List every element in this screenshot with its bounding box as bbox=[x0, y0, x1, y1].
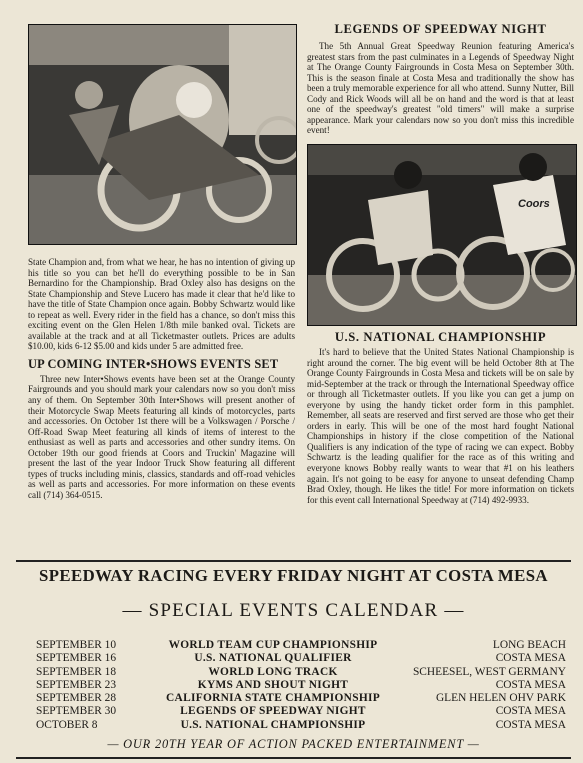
race-photo-left-image bbox=[29, 25, 296, 244]
event-location: COSTA MESA bbox=[495, 678, 566, 691]
calendar-footer: — OUR 20TH YEAR OF ACTION PACKED ENTERTAINMENT — bbox=[107, 737, 480, 751]
calendar-row bbox=[36, 705, 566, 718]
legends-heading: LEGENDS OF SPEEDWAY NIGHT bbox=[334, 22, 547, 36]
calendar-rows bbox=[36, 639, 566, 732]
event-name: CALIFORNIA STATE CHAMPIONSHIP bbox=[166, 692, 380, 705]
event-name: WORLD LONG TRACK bbox=[208, 665, 338, 678]
calendar-banner: SPEEDWAY RACING EVERY FRIDAY NIGHT AT COSTA MESA bbox=[39, 566, 548, 585]
calendar-row bbox=[36, 652, 566, 665]
interships-heading: UP COMING INTER•SHOWS EVENTS SET bbox=[28, 356, 279, 371]
calendar-row bbox=[36, 639, 566, 652]
photo-jersey-text: Coors bbox=[518, 198, 550, 210]
event-name: KYMS AND SHOUT NIGHT bbox=[197, 678, 349, 691]
interships-body: Three new Inter•Shows events have been set at the Orange County Fairgrounds and you should mark your calendars now so you don't miss any of them. On September 30th Inter•Shows will present another of their Motorcycle Swap Meets featuring all kinds of motorcycles, parts and accessories. On October 1st there will be a Volkswagen / Porsche / Off-Road Swap Meet featuring all kinds of items of interest to the enthusiast as well as parts and accessories and other sundry items. On October 19th our good friends at Coors and Truckin' Magazine will present the last of the year Indoor Truck Show featuring all different types of trucks including minis, classics, standards and off-road vehicles as well as parts and accessories. For more information on these events call (714) 364-0515. bbox=[28, 373, 295, 500]
event-date: SEPTEMBER 28 bbox=[36, 692, 117, 705]
event-location: COSTA MESA bbox=[495, 652, 566, 665]
calendar-title: — SPECIAL EVENTS CALENDAR — bbox=[122, 600, 465, 621]
legends-body: The 5th Annual Great Speedway Reunion featuring America's greatest stars from the past culminates in a Legends of Speedway Night at The Orange County Fairgrounds in Costa Mesa on September 30th. This is the season finale at Costa Mesa and traditionally the show has been a truly memorable experience for all who attend. Sunny Nutter, Bill Cody and Rick Woods will all be on hand and the word is that at least one of the speedway's greatest "old timers" will make a surprise appearance. Mark your calendars now so you don't miss this incredible event! bbox=[307, 41, 574, 136]
event-location: COSTA MESA bbox=[495, 705, 566, 718]
event-date: SEPTEMBER 16 bbox=[36, 652, 117, 665]
event-date: SEPTEMBER 10 bbox=[36, 639, 117, 651]
event-location: GLEN HELEN OHV PARK bbox=[435, 692, 566, 705]
speedway-race-photo-right bbox=[307, 144, 577, 326]
event-date: SEPTEMBER 23 bbox=[36, 678, 117, 691]
event-name: WORLD TEAM CUP CHAMPIONSHIP bbox=[168, 639, 378, 651]
event-name: LEGENDS OF SPEEDWAY NIGHT bbox=[180, 705, 366, 718]
event-name: U.S. NATIONAL QUALIFIER bbox=[194, 652, 352, 665]
event-location: LONG BEACH bbox=[492, 639, 566, 651]
calendar-row bbox=[36, 692, 566, 705]
event-location: SCHEESEL, WEST GERMANY bbox=[412, 665, 566, 678]
calendar-row bbox=[36, 719, 566, 732]
speedway-race-photo-left bbox=[28, 24, 297, 245]
event-date: SEPTEMBER 30 bbox=[36, 705, 117, 718]
state-championship-continued-text: State Champion and, from what we hear, he has no intention of giving up his title so you can bet he'll do everything possible to be in San Bernardino for the Championship. Brad Oxley also has designs on the State Championship and Steve Lucero has made it clear that he'd like to have the title of State Champion once again. Bobby Schwartz would like to repeat as well. Every rider in the field has a chance, so don't miss this exciting event on the Glen Helen 1/8th mile banked oval. Tickets are available at the track and at all Ticketmaster outlets. Prices are adults $10.00, kids 6-12 $5.00 and kids under 5 are admitted free. bbox=[28, 257, 295, 352]
national-heading: U.S. NATIONAL CHAMPIONSHIP bbox=[334, 330, 547, 344]
event-date: OCTOBER 8 bbox=[36, 718, 98, 731]
right-column-bottom bbox=[307, 330, 574, 505]
right-column-top bbox=[307, 22, 574, 136]
national-body: It's hard to believe that the United States National Championship is right around the corner. The big event will be held October 8th at The Orange County Fairgrounds in Costa Mesa and tickets will be on sale by mid-September at the track or through the International Speedway office or through all Ticketmaster outlets. If you like you can get a jump on everyone by using the handy ticket order form in this pamphlet. Remember, all seats are reserved and first served are those who get their orders in early. This will be one of the most hard fought National Championships in history if the close competition of the National Qualifiers is any indication of the type of racing we can expect. Bobby Schwartz is the leading qualifier for the race as of this writing and everyone knows Bobby really wants to wear that #1 on his leathers again. It's not going to be easy for anyone to unseat defending Champ Brad Oxley, though. He likes the title! For more information on tickets for this event call International Speedway at (714) 492-9933. bbox=[307, 347, 574, 505]
event-name: U.S. NATIONAL CHAMPIONSHIP bbox=[180, 718, 366, 731]
race-photo-right-image bbox=[308, 145, 576, 325]
left-column bbox=[28, 257, 295, 500]
events-calendar bbox=[16, 560, 571, 759]
calendar-row bbox=[36, 679, 566, 692]
event-location: COSTA MESA bbox=[495, 718, 566, 731]
event-date: SEPTEMBER 18 bbox=[36, 665, 117, 678]
calendar-row bbox=[36, 666, 566, 679]
